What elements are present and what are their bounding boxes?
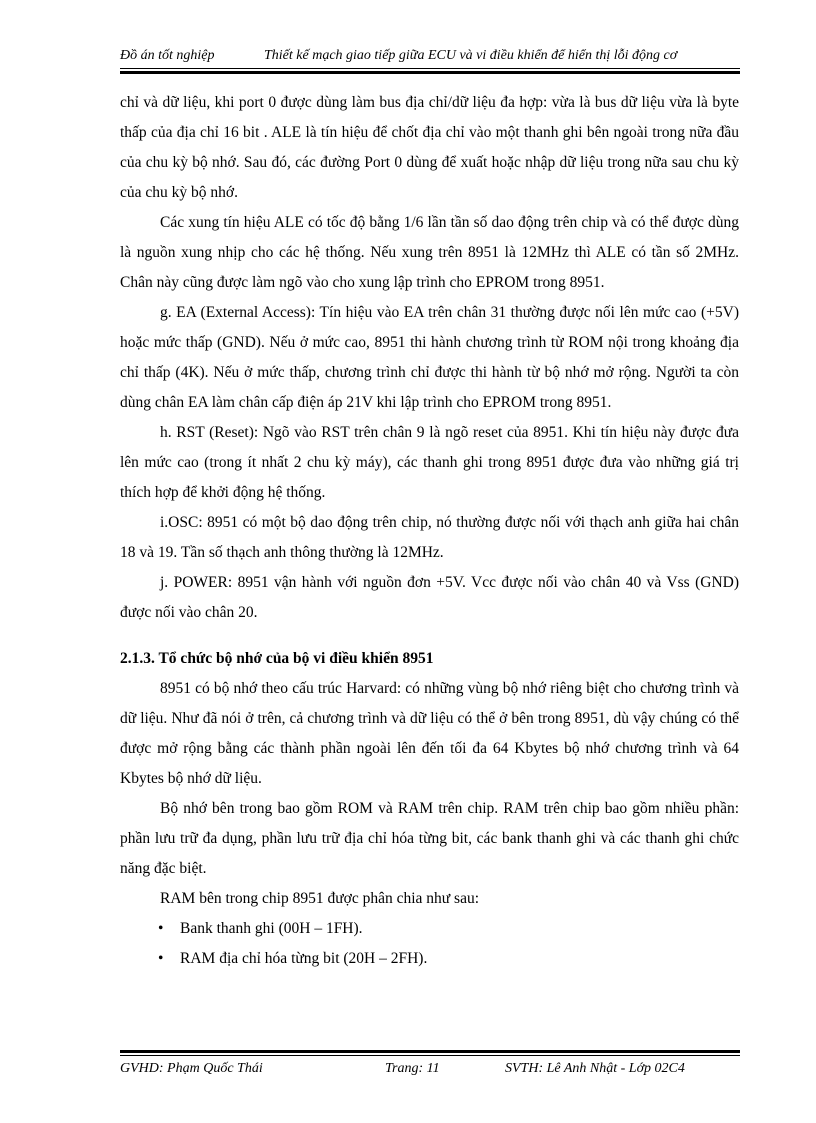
page-header xyxy=(120,48,740,68)
body-paragraph: i.OSC: 8951 có một bộ dao động trên chip, nó thường được nối với thạch anh giữa hai chân 18 và 19. Tần số thạch anh thông thường là 12MHz. xyxy=(120,514,739,561)
page-footer xyxy=(120,1061,740,1081)
page-body xyxy=(120,88,739,974)
footer-rule-thick xyxy=(120,1050,740,1053)
bullet-icon: • xyxy=(158,920,164,937)
footer-rule-thin xyxy=(120,1055,740,1056)
bullet-icon: • xyxy=(158,950,164,967)
list-item-text: RAM địa chỉ hóa từng bit (20H – 2FH). xyxy=(180,950,428,967)
section-heading: 2.1.3. Tổ chức bộ nhớ của bộ vi điều khiển 8951 xyxy=(120,650,434,667)
section-paragraph: RAM bên trong chip 8951 được phân chia như sau: xyxy=(160,890,480,907)
body-paragraph: g. EA (External Access): Tín hiệu vào EA trên chân 31 thường được nối lên mức cao (+5V) hoặc mức thấp (GND). Nếu ở mức cao, 8951 thi hành chương trình từ ROM nội trong khoảng địa chỉ thấp (4K). Nếu ở mức thấp, chương trình chỉ được thi hành từ bộ nhớ mở rộng. Người ta còn dùng chân EA làm chân cấp điện áp 21V khi lập trình cho EPROM trong 8951. xyxy=(120,304,739,411)
list-item xyxy=(120,914,739,944)
footer-page-number: Trang: 11 xyxy=(385,1061,440,1076)
footer-student: SVTH: Lê Anh Nhật - Lớp 02C4 xyxy=(505,1061,685,1076)
header-rule-thin xyxy=(120,68,740,69)
header-rule-thick xyxy=(120,71,740,74)
body-paragraph: Các xung tín hiệu ALE có tốc độ bằng 1/6 lần tần số dao động trên chip và có thể được dùng là nguồn xung nhịp cho các hệ thống. Nếu xung trên 8951 là 12MHz thì ALE có tần số 2MHz. Chân này cũng được làm ngõ vào cho xung lập trình cho EPROM trong 8951. xyxy=(120,214,739,291)
footer-advisor: GVHD: Phạm Quốc Thái xyxy=(120,1061,263,1076)
bullet-list xyxy=(120,914,739,974)
section-paragraph: Bộ nhớ bên trong bao gồm ROM và RAM trên chip. RAM trên chip bao gồm nhiều phần: phần lưu trữ đa dụng, phần lưu trữ địa chỉ hóa từng bit, các bank thanh ghi và các thanh ghi chức năng đặc biệt. xyxy=(120,800,739,877)
body-paragraph: chỉ và dữ liệu, khi port 0 được dùng làm bus địa chỉ/dữ liệu đa hợp: vừa là bus dữ liệu vừa là byte thấp của địa chỉ 16 bit . ALE là tín hiệu để chốt địa chỉ vào một thanh ghi bên ngoài trong nữa đầu của chu kỳ bộ nhớ. Sau đó, các đường Port 0 dùng để xuất hoặc nhập dữ liệu trong nữa sau chu kỳ của chu kỳ bộ nhớ. xyxy=(120,94,739,201)
body-paragraph: h. RST (Reset): Ngõ vào RST trên chân 9 là ngõ reset của 8951. Khi tín hiệu này được đưa lên mức cao (trong ít nhất 2 chu kỳ máy), các thanh ghi trong 8951 được đưa vào những giá trị thích hợp để khởi động hệ thống. xyxy=(120,424,739,501)
section-paragraph: 8951 có bộ nhớ theo cấu trúc Harvard: có những vùng bộ nhớ riêng biệt cho chương trình và dữ liệu. Như đã nói ở trên, cả chương trình và dữ liệu có thể ở bên trong 8951, dù vậy chúng có thể được mở rộng bằng các thành phần ngoài lên đến tối đa 64 Kbytes bộ nhớ chương trình và 64 Kbytes bộ nhớ dữ liệu. xyxy=(120,680,739,787)
header-right-text: Thiết kế mạch giao tiếp giữa ECU và vi điều khiển để hiển thị lỗi động cơ xyxy=(264,48,678,63)
header-left-text: Đồ án tốt nghiệp xyxy=(120,48,215,63)
body-paragraph: j. POWER: 8951 vận hành với nguồn đơn +5V. Vcc được nối vào chân 40 và Vss (GND) được nối vào chân 20. xyxy=(120,574,739,621)
list-item xyxy=(120,944,739,974)
list-item-text: Bank thanh ghi (00H – 1FH). xyxy=(180,920,363,937)
